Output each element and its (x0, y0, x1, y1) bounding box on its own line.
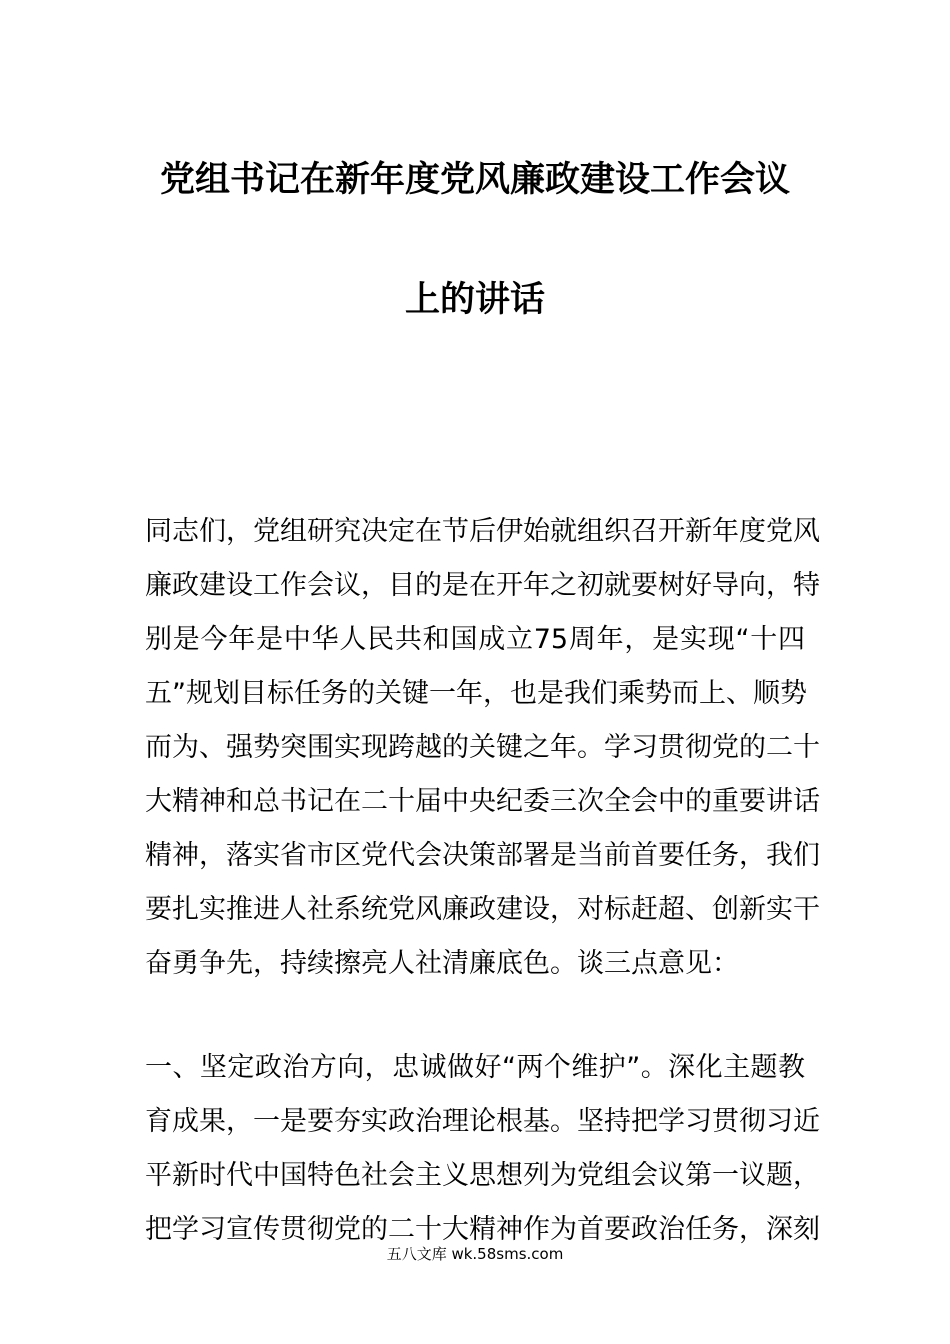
paragraph-line: 大精神和总书记在二十届中央纪委三次全会中的重要讲话 (145, 786, 820, 817)
paragraph-line: 廉政建设工作会议，目的是在开年之初就要树好导向，特 (145, 570, 820, 601)
paragraph-line: 精神，落实省市区党代会决策部署是当前首要任务，我们 (145, 840, 820, 871)
paragraph-line: 五”规划目标任务的关键一年，也是我们乘势而上、顺势 (145, 678, 807, 709)
paragraph-line: 别是今年是中华人民共和国成立75周年，是实现“十四 (145, 624, 805, 655)
document-title-line-1: 党组书记在新年度党风廉政建设工作会议 (159, 160, 790, 200)
paragraph-line: 奋勇争先，持续擦亮人社清廉底色。谈三点意见： (145, 948, 739, 979)
paragraph-line: 一、坚定政治方向，忠诚做好“两个维护”。深化主题教 (145, 1052, 805, 1083)
paragraph-line: 育成果，一是要夯实政治理论根基。坚持把学习贯彻习近 (145, 1106, 820, 1137)
paragraph-line: 要扎实推进人社系统党风廉政建设，对标赶超、创新实干 (145, 894, 820, 925)
paragraph-line: 平新时代中国特色社会主义思想列为党组会议第一议题， (145, 1160, 820, 1191)
paragraph-line: 而为、强势突围实现跨越的关键之年。学习贯彻党的二十 (145, 732, 820, 763)
document-title-line-2: 上的讲话 (404, 280, 545, 320)
paragraph-line: 把学习宣传贯彻党的二十大精神作为首要政治任务，深刻 (145, 1214, 820, 1245)
paragraph-line: 同志们，党组研究决定在节后伊始就组织召开新年度党风 (145, 516, 820, 547)
footer-watermark: 五八文库 wk.58sms.com (386, 1245, 564, 1263)
